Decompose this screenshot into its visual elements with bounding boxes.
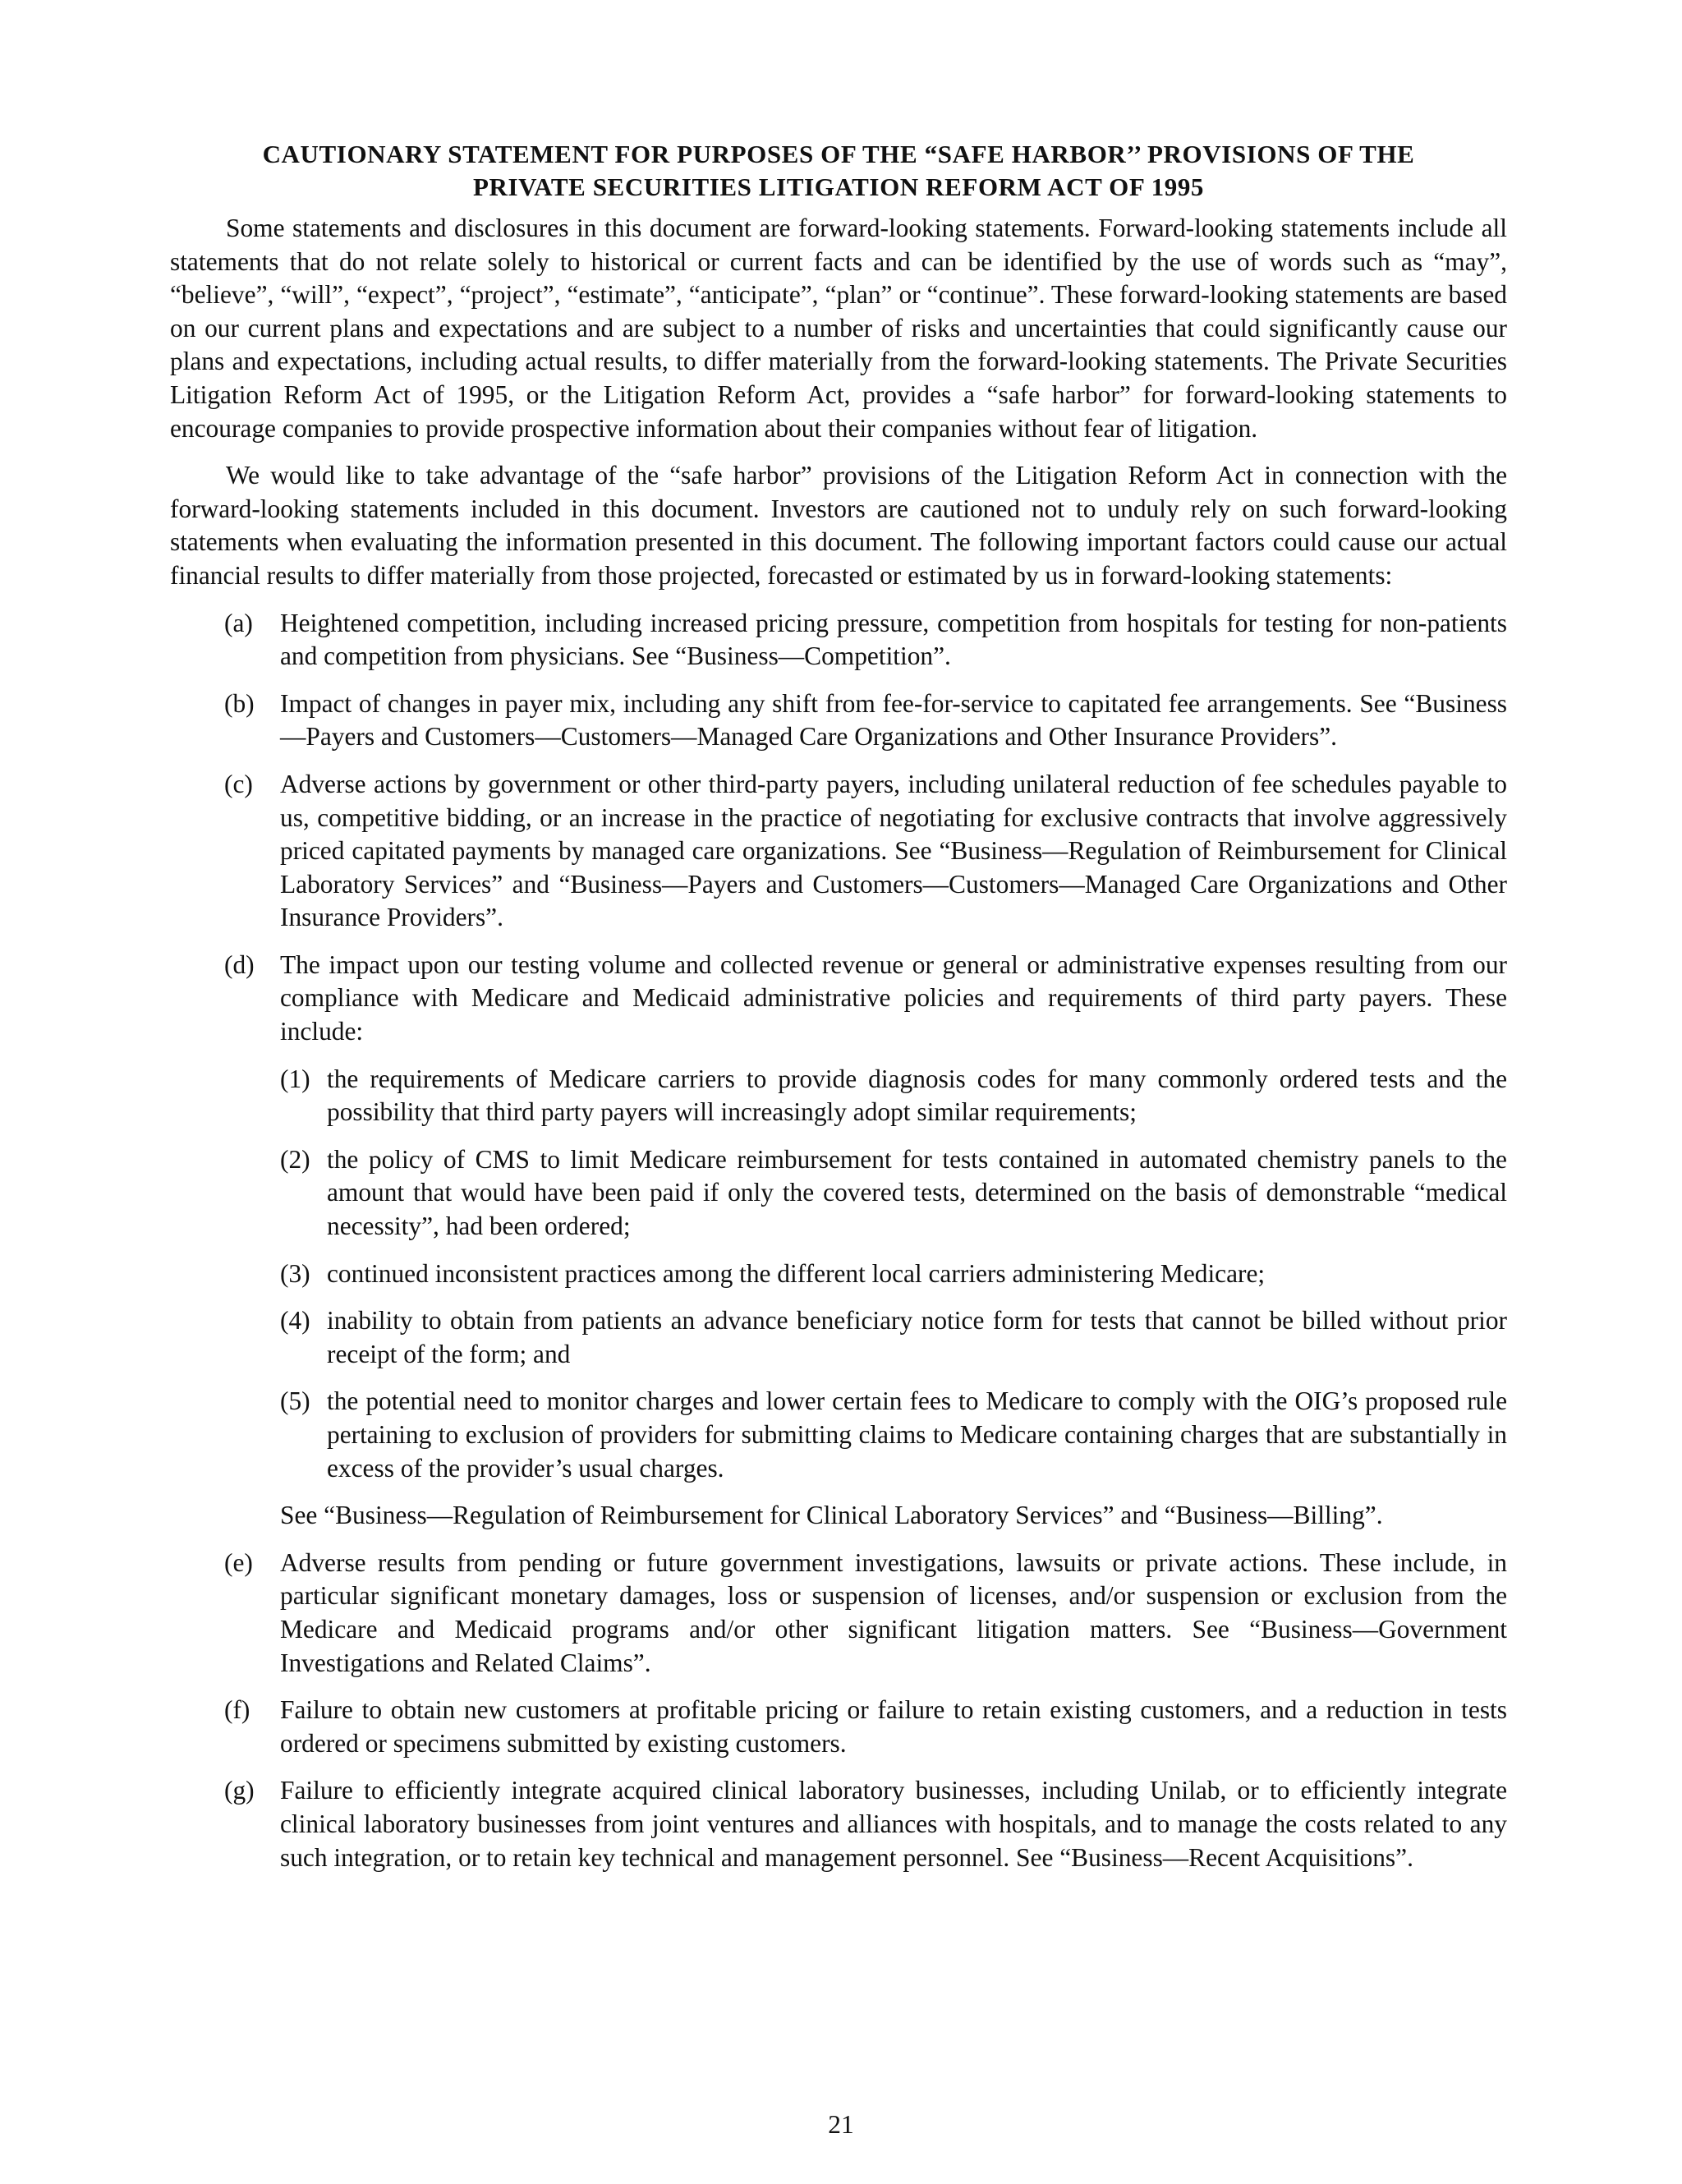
list-item-text: Heightened competition, including increased pricing pressure, competition from hospitals for testing for non-patients and competition from physicians. See “Business—Competition”.	[280, 608, 1507, 671]
paragraph-intro: Some statements and disclosures in this document are forward-looking statements. Forward-looking statements include all statements that do not relate solely to historical or current facts and can be identified by the use of words such as “may”, “believe”, “will”, “expect”, “project”, “estimate”, “anticipate”, “plan” or “continue”. These forward-looking statements are based on our current plans and expectations and are subject to a number of risks and uncertainties that could significantly cause our plans and expectations, including actual results, to differ materially from the forward-looking statements. The Private Securities Litigation Reform Act of 1995, or the Litigation Reform Act, provides a “safe harbor” for forward-looking statements to encourage companies to provide prospective information about their companies without fear of litigation.	[170, 214, 1507, 443]
title-line-1: CAUTIONARY STATEMENT FOR PURPOSES OF THE “SAFE HARBOR’’ PROVISIONS OF THE	[262, 140, 1415, 168]
list-marker: (d)	[224, 949, 255, 979]
list-item-text: Adverse actions by government or other third-party payers, including unilateral reduction of fee schedules payable to us, competitive bidding, or an increase in the practice of negotiating for exclusive contracts that involve aggressively priced capitated payments by managed care organizations. See “Business—Regulation of Reimbursement for Clinical Laboratory Services” and “Business—Payers and Customers—Customers—Managed Care Organizations and Other Insurance Providers”.	[280, 769, 1507, 932]
title-line-2: PRIVATE SECURITIES LITIGATION REFORM ACT OF 1995	[472, 172, 1205, 201]
sub-list-item-3	[170, 1258, 1507, 1291]
list-marker: (c)	[224, 769, 253, 798]
sub-list-item-text: the potential need to monitor charges and lower certain fees to Medicare to comply with the OIG’s proposed rule pertaining to exclusion of providers for submitting claims to Medicare containing charges that are substantially in excess of the provider’s usual charges.	[327, 1386, 1507, 1483]
list-item-g	[170, 1774, 1507, 1874]
list-item-text: Impact of changes in payer mix, including any shift from fee-for-service to capitated fee arrangements. See “Business—Payers and Customers—Customers—Managed Care Organizations and Other Insurance Providers”.	[280, 688, 1507, 752]
page-number: 21	[828, 2110, 854, 2139]
list-item-f	[170, 1694, 1507, 1760]
list-item-text: The impact upon our testing volume and collected revenue or general or administrative expenses resulting from our compliance with Medicare and Medicaid administrative policies and requirements of third party payers. These include:	[280, 949, 1507, 1046]
sub-list-marker: (4)	[280, 1306, 310, 1336]
list-item-e	[170, 1547, 1507, 1680]
paragraph-safe-harbor: We would like to take advantage of the “safe harbor” provisions of the Litigation Reform Act in connection with the forward-looking statements included in this document. Investors are cautioned not to unduly rely on such forward-looking statements when evaluating the information presented in this document. The following important factors could cause our actual financial results to differ materially from those projected, forecasted or estimated by us in forward-looking statements:	[170, 461, 1507, 590]
sub-list-marker: (1)	[280, 1064, 310, 1093]
sub-list-item-1	[170, 1063, 1507, 1129]
document-page	[170, 138, 1507, 1888]
sub-list-marker: (5)	[280, 1386, 310, 1416]
list-marker: (f)	[224, 1695, 250, 1725]
list-marker: (g)	[224, 1776, 255, 1805]
sub-list-marker: (2)	[280, 1144, 310, 1174]
list-item-text: Failure to obtain new customers at profitable pricing or failure to retain existing customers, and a reduction in tests ordered or specimens submitted by existing customers.	[280, 1695, 1507, 1758]
sub-list-marker: (3)	[280, 1258, 310, 1288]
page-title	[170, 138, 1507, 204]
list-item-d	[170, 949, 1507, 1049]
sub-list-item-4	[170, 1304, 1507, 1371]
sub-list-item-text: the policy of CMS to limit Medicare reimbursement for tests contained in automated chemistry panels to the amount that would have been paid if only the covered tests, determined on the basis of demonstrable “medical necessity”, had been ordered;	[327, 1144, 1507, 1241]
list-marker: (b)	[224, 688, 255, 718]
list-item-text: Adverse results from pending or future government investigations, lawsuits or private actions. These include, in particular significant monetary damages, loss or suspension of licenses, and/or suspension or exclusion from the Medicare and Medicaid programs and/or other significant litigation matters. See “Business—Government Investigations and Related Claims”.	[280, 1547, 1507, 1677]
sub-list-item-5	[170, 1385, 1507, 1485]
sub-list-item-text: continued inconsistent practices among the different local carriers administering Medicare;	[327, 1258, 1266, 1288]
list-marker: (a)	[224, 608, 253, 637]
sub-list-item-2	[170, 1143, 1507, 1244]
list-item-a	[170, 607, 1507, 674]
list-item-c	[170, 768, 1507, 935]
see-reference-note: See “Business—Regulation of Reimbursement for Clinical Laboratory Services” and “Business—Billing”.	[280, 1501, 1383, 1530]
list-item-b	[170, 687, 1507, 754]
list-item-text: Failure to efficiently integrate acquired clinical laboratory businesses, including Unilab, or to efficiently integrate clinical laboratory businesses from joint ventures and alliances with hospitals, and to manage the costs related to any such integration, or to retain key technical and management personnel. See “Business—Recent Acquisitions”.	[280, 1776, 1507, 1872]
list-marker: (e)	[224, 1547, 253, 1577]
sub-list-item-text: the requirements of Medicare carriers to provide diagnosis codes for many commonly ordered tests and the possibility that third party payers will increasingly adopt similar requirements;	[327, 1064, 1507, 1127]
sub-list-item-text: inability to obtain from patients an advance beneficiary notice form for tests that cannot be billed without prior receipt of the form; and	[327, 1306, 1507, 1368]
